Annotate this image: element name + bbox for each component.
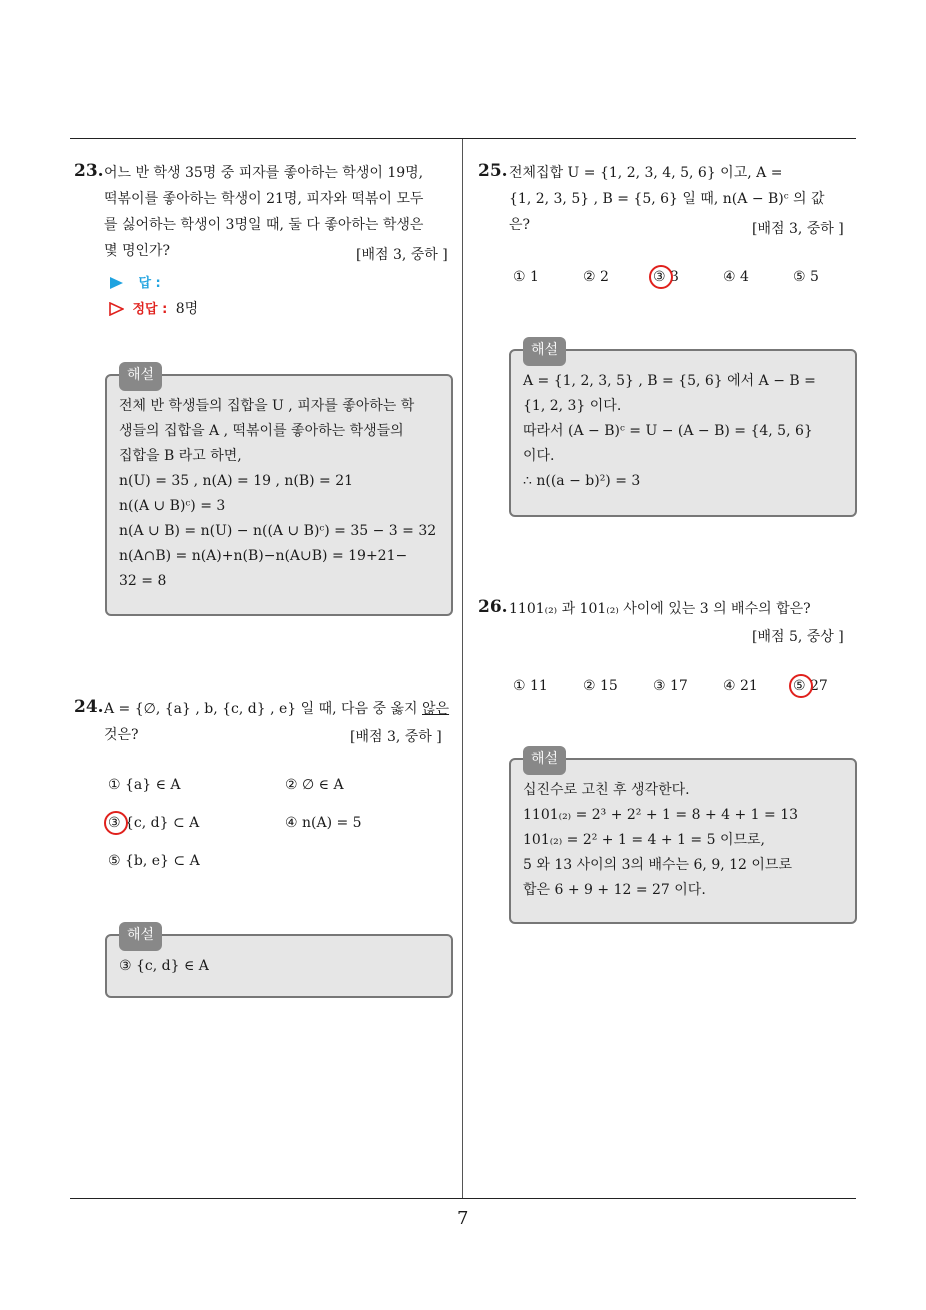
explanation-line: 이다. (523, 448, 555, 464)
choice-2[interactable]: ② 2 (583, 269, 609, 285)
question-number: 23. (74, 161, 104, 181)
explanation-box (509, 342, 857, 517)
score-difficulty: [배점 5, 중상 ] (752, 629, 844, 645)
top-rule (70, 138, 856, 139)
question-number: 25. (478, 161, 508, 181)
choice-1[interactable]: ① 11 (513, 678, 548, 694)
explanation-line: 십진수로 고친 후 생각한다. (523, 782, 690, 798)
choice-4[interactable]: ④ 21 (723, 678, 758, 694)
question-line: 몇 명인가? (104, 243, 171, 259)
explanation-line: ∴ n((a − b)²) = 3 (523, 473, 641, 489)
choice-5[interactable]: ⑤ 5 (793, 269, 819, 285)
explanation-line: 집합을 B 라고 하면, (119, 448, 242, 464)
question-line: 전체집합 U = {1, 2, 3, 4, 5, 6} 이고, A = (509, 165, 783, 181)
selected-mark-circle (104, 811, 128, 835)
answer-row (108, 272, 161, 291)
explanation-line: {1, 2, 3} 이다. (523, 398, 622, 414)
explanation-box (509, 751, 857, 924)
choice-2[interactable]: ② ∅ ∈ A (285, 777, 344, 793)
outline-arrow-icon (108, 302, 124, 316)
explanation-tag: 해설 (119, 922, 162, 951)
choice-4[interactable]: ④ n(A) = 5 (285, 815, 362, 831)
choice-3[interactable]: ③ 3 (653, 269, 679, 285)
play-arrow-icon (108, 276, 124, 290)
explanation-tag: 해설 (523, 337, 566, 366)
bottom-rule (70, 1198, 856, 1199)
explanation-line: 1101₍₂₎ = 2³ + 2² + 1 = 8 + 4 + 1 = 13 (523, 807, 799, 823)
question-line: {1, 2, 3, 5} , B = {5, 6} 일 때, n(A − B)ᶜ 의 값 (509, 191, 825, 207)
choice-5[interactable]: ⑤ {b, e} ⊂ A (108, 853, 200, 869)
explanation-tag: 해설 (119, 362, 162, 391)
explanation-tag: 해설 (523, 746, 566, 775)
explanation-line: ③ {c, d} ∈ A (119, 958, 209, 974)
explanation-line: n(A ∪ B) = n(U) − n((A ∪ B)ᶜ) = 35 − 3 = 32 (119, 523, 437, 539)
correct-label: 정답 : (132, 302, 168, 317)
explanation-line: 5 와 13 사이의 3의 배수는 6, 9, 12 이므로 (523, 857, 792, 873)
explanation-line: 32 = 8 (119, 573, 167, 589)
explanation-line: n((A ∪ B)ᶜ) = 3 (119, 498, 226, 514)
page-number: 7 (457, 1208, 469, 1229)
choice-5[interactable]: ⑤ 27 (793, 678, 828, 694)
explanation-line: n(A∩B) = n(A)+n(B)−n(A∪B) = 19+21− (119, 548, 408, 564)
choice-2[interactable]: ② 15 (583, 678, 618, 694)
explanation-line: 따라서 (A − B)ᶜ = U − (A − B) = {4, 5, 6} (523, 423, 813, 439)
question-line: 떡볶이를 좋아하는 학생이 21명, 피자와 떡볶이 모두 (104, 191, 424, 207)
question-line: 어느 반 학생 35명 중 피자를 좋아하는 학생이 19명, (104, 165, 424, 181)
choice-1[interactable]: ① 1 (513, 269, 539, 285)
question-number: 26. (478, 597, 508, 617)
explanation-line: 101₍₂₎ = 2² + 1 = 4 + 1 = 5 이므로, (523, 832, 765, 848)
explanation-line: 전체 반 학생들의 집합을 U , 피자를 좋아하는 학 (119, 398, 415, 414)
score-difficulty: [배점 3, 중하 ] (356, 247, 448, 263)
explanation-line: 생들의 집합을 A , 떡볶이를 좋아하는 학생들의 (119, 423, 404, 439)
choice-1[interactable]: ① {a} ∈ A (108, 777, 181, 793)
question-line (104, 696, 456, 722)
question-text: 1101₍₂₎ 과 101₍₂₎ 사이에 있는 3 의 배수의 합은? (509, 601, 811, 617)
score-difficulty: [배점 3, 중하 ] (752, 221, 844, 237)
explanation-box (105, 367, 453, 616)
question-line: 를 싫어하는 학생이 3명일 때, 둘 다 좋아하는 학생은 (104, 217, 424, 233)
explanation-line: n(U) = 35 , n(A) = 19 , n(B) = 21 (119, 473, 354, 489)
question-number: 24. (74, 697, 104, 717)
column-divider (462, 139, 463, 1198)
correct-answer-row (108, 298, 198, 318)
choice-3[interactable]: ③ {c, d} ⊂ A (108, 815, 200, 831)
choice-3[interactable]: ③ 17 (653, 678, 688, 694)
selected-mark-circle (649, 265, 673, 289)
explanation-line: A = {1, 2, 3, 5} , B = {5, 6} 에서 A − B = (523, 373, 816, 389)
selected-mark-circle (789, 674, 813, 698)
question-line: 은? (509, 217, 531, 233)
correct-value: 8명 (175, 301, 199, 317)
explanation-line: 합은 6 + 9 + 12 = 27 이다. (523, 882, 706, 898)
question-line: 것은? (104, 727, 139, 743)
score-difficulty: [배점 3, 중하 ] (350, 729, 442, 745)
explanation-box (105, 927, 453, 998)
answer-label: 답 : (138, 276, 161, 291)
choice-4[interactable]: ④ 4 (723, 269, 749, 285)
question-line-start: A = {∅, {a} , b, {c, d} , e} 일 때, 다음 중 옳지 (104, 701, 422, 717)
emphasis-not: 않은 (422, 701, 450, 717)
